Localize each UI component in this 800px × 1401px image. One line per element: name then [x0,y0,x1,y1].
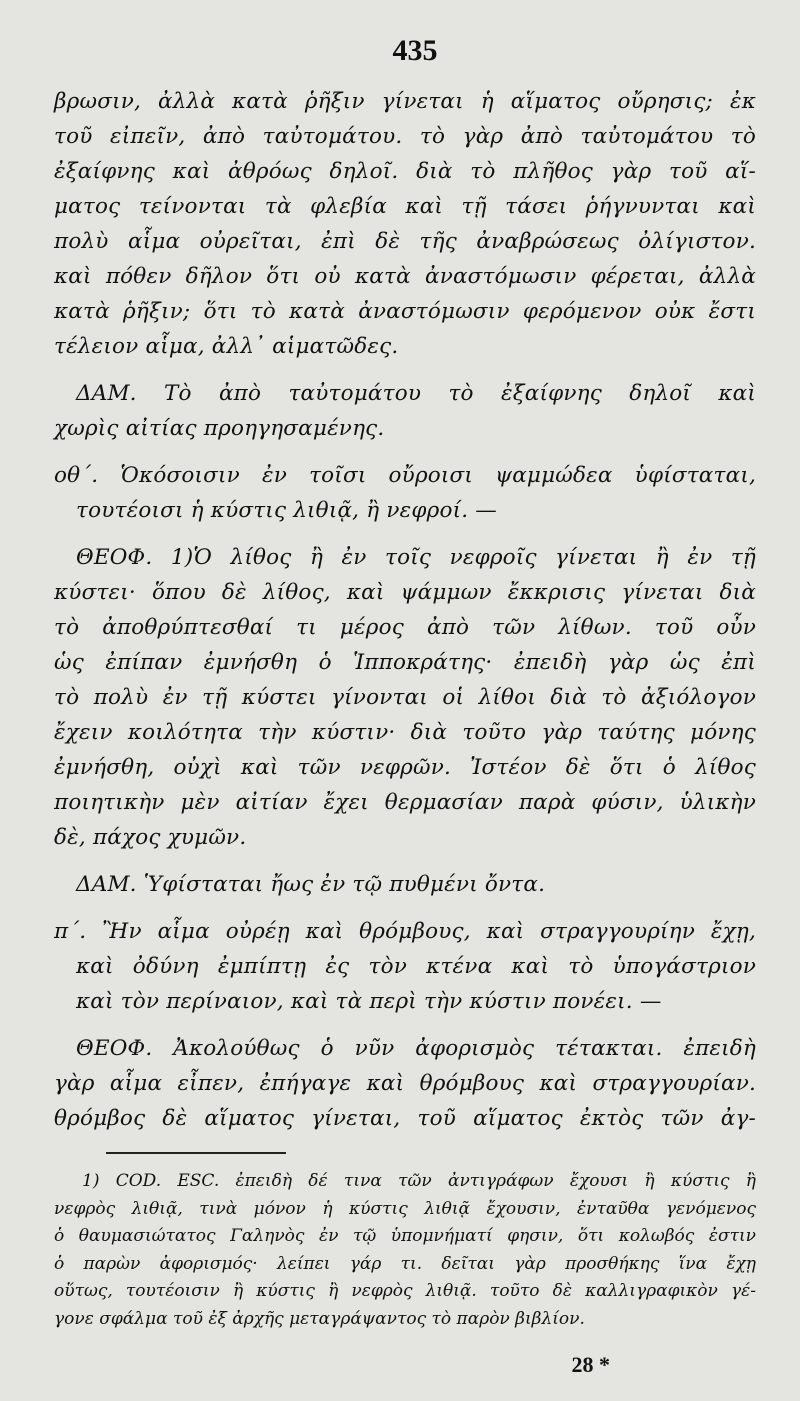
text-line: τὸ ἀποθρύπτεσθαί τι μέρος ἀπὸ τῶν λίθων. τοῦ οὖν [54,615,756,640]
text-line: ΘΕΟΦ. Ἀκολούθως ὁ νῦν ἀφορισμὸς τέτακται. ἐπειδὴ [76,1036,756,1061]
footnote-line: ὁ θαυμασιώτατος Γαληνὸς ἐν τῷ ὑπομνήματί φησιν, ὅτι κολωβός ἐστιν [54,1226,756,1246]
footnote [54,1168,756,1333]
text-line: τουτέοισι ἡ κύστις λιθιᾷ, ἢ νεφροί. — [76,498,497,523]
text-line: ματος τείνονται τὰ φλεβία καὶ τῇ τάσει ῥήγνυνται καὶ [54,194,756,219]
paragraph-1 [54,84,756,364]
text-line: ἐξαίφνης καὶ ἀθρόως δηλοῖ. διὰ τὸ πλῆθος γὰρ τοῦ αἵ- [54,159,756,184]
text-line: θρόμβος δὲ αἵματος γίνεται, τοῦ αἵματος ἐκτὸς τῶν ἀγ- [54,1106,756,1131]
text-line: καὶ πόθεν δῆλον ὅτι οὐ κατὰ ἀναστόμωσιν φέρεται, ἀλλὰ [54,264,756,289]
text-line: πολὺ αἷμα οὐρεῖται, ἐπὶ δὲ τῆς ἀναβρώσεως ὀλίγιστον. [54,229,756,254]
aphorism-79 [54,458,756,528]
page-number: 435 [392,34,438,67]
text-line: ἐμνήσθη, οὐχὶ καὶ τῶν νεφρῶν. Ἰστέον δὲ ὅτι ὁ λίθος [54,755,756,780]
text-line: ΔΑΜ. Τὸ ἀπὸ ταὐτομάτου τὸ ἐξαίφνης δηλοῖ καὶ [76,381,756,406]
text-line: κύστει· ὅπου δὲ λίθος, καὶ ψάμμων ἔκκρισις γίνεται διὰ [54,580,756,605]
paragraph-theoph-1 [54,540,756,855]
footnote-line: 1) COD. ESC. ἐπειδὴ δέ τινα τῶν ἀντιγράφων ἔχουσι ἢ κύστις ἢ [82,1171,756,1191]
text-line: κατὰ ῥῆξιν; ὅτι τὸ κατὰ ἀναστόμωσιν φερόμενον οὐκ ἔστι [54,299,756,324]
footnote-line: οὕτως, τουτέοισιν ἢ κύστις ἢ νεφρὸς λιθιᾷ. τοῦτο δὲ καλλιγραφικὸν γέ- [54,1281,756,1301]
text-line: καὶ τὸν περίναιον, καὶ τὰ περὶ τὴν κύστιν πονέει. — [76,989,662,1014]
text-line: ἔχειν κοιλότητα τὴν κύστιν· διὰ τοῦτο γὰρ ταύτης μόνης [54,720,756,745]
text-line: οθ΄. Ὁκόσοισιν ἐν τοῖσι οὔροισι ψαμμώδεα ὑφίσταται, [54,463,756,488]
paragraph-dam-1 [54,376,756,446]
text-line: τὸ πολὺ ἐν τῇ κύστει γίνονται οἱ λίθοι διὰ τὸ ἀξιόλογον [54,685,756,710]
text-line: δὲ, πάχος χυμῶν. [54,825,247,850]
text-line: ποιητικὴν μὲν αἰτίαν ἔχει θερμασίαν παρὰ φύσιν, ὑλικὴν [54,790,756,815]
footnote-line: νεφρὸς λιθιᾷ, τινὰ μόνον ἡ κύστις λιθιᾷ ἔχουσιν, ἐνταῦθα γενόμενος [54,1198,756,1219]
signature-mark: 28 * [571,1352,610,1377]
text-line: τοῦ εἰπεῖν, ἀπὸ ταὐτομάτου. τὸ γὰρ ἀπὸ ταὐτομάτου τὸ [54,124,756,149]
aphorism-80 [54,914,756,1019]
paragraph-theoph-2 [54,1031,756,1136]
footnote-divider [106,1152,286,1154]
footnote-line: γονε σφάλμα τοῦ ἐξ ἀρχῆς μεταγράψαντος τὸ παρὸν βιβλίον. [54,1308,585,1329]
text-line: γὰρ αἷμα εἶπεν, ἐπήγαγε καὶ θρόμβους καὶ στραγγουρίαν. [54,1071,756,1096]
text-line: τέλειον αἷμα, ἀλλ᾽ αἱματῶδες. [54,334,399,359]
footnote-line: ὁ παρὼν ἀφορισμός· λείπει γάρ τι. δεῖται γὰρ προσθήκης ἵνα ἔχῃ [54,1253,756,1274]
text-line: καὶ ὀδύνη ἐμπίπτῃ ἐς τὸν κτένα καὶ τὸ ὑπογάστριον [76,954,756,979]
text-line: π΄. Ἢν αἷμα οὐρέῃ καὶ θρόμβους, καὶ στραγγουρίην ἔχῃ, [54,919,756,944]
paragraph-dam-2 [54,867,756,902]
text-line: ΘΕΟΦ. 1)Ὁ λίθος ἢ ἐν τοῖς νεφροῖς γίνεται ἢ ἐν τῇ [76,545,756,570]
text-line: βρωσιν, ἀλλὰ κατὰ ῥῆξιν γίνεται ἡ αἵματος οὔρησις; ἐκ [54,89,756,114]
text-line: χωρὶς αἰτίας προηγησαμένης. [54,416,385,441]
text-line: ΔΑΜ. Ὑφίσταται ἤως ἐν τῷ πυθμένι ὄντα. [76,872,546,897]
text-line: ὡς ἐπίπαν ἐμνήσθη ὁ Ἱπποκράτης· ἐπειδὴ γὰρ ὡς ἐπὶ [54,650,756,675]
